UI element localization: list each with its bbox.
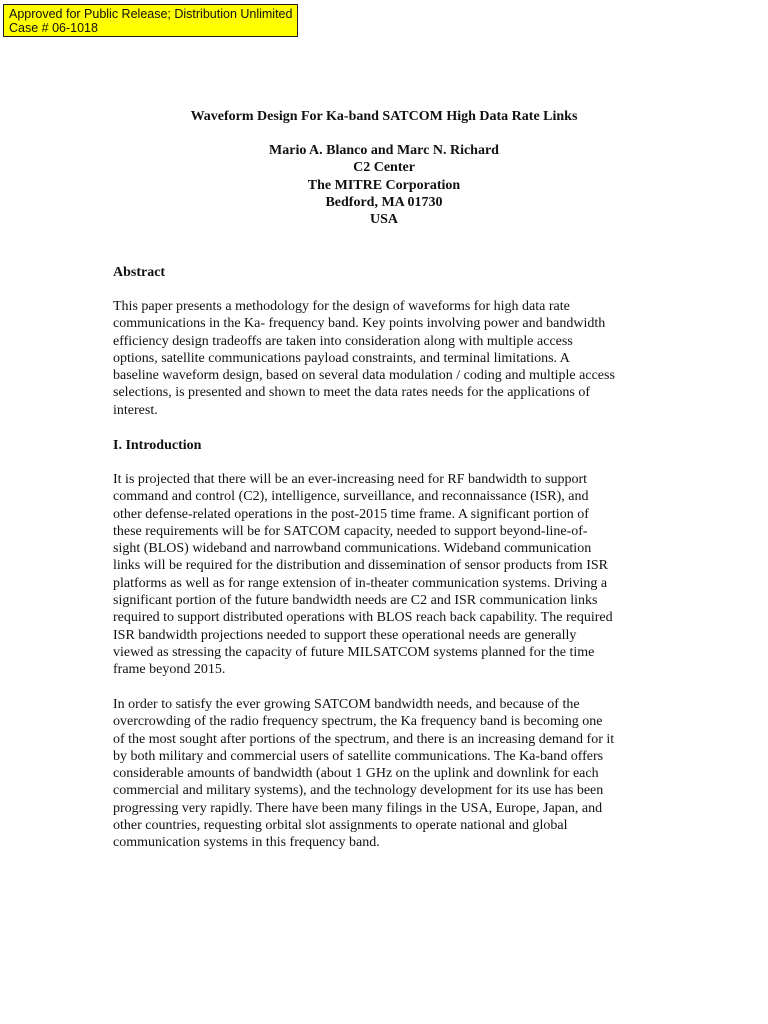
author-names: Mario A. Blanco and Marc N. Richard: [269, 143, 499, 158]
author-city: Bedford, MA 01730: [325, 194, 443, 210]
case-number: Case # 06-1018: [9, 21, 98, 35]
text-line: This paper presents a methodology for the design of waveforms for high data rate: [113, 299, 570, 314]
author-block: [0, 142, 768, 228]
text-line: commercial and military systems), and the technology development for its use has been: [113, 783, 604, 799]
text-line: sight (BLOS) wideband and narrowband communications. Wideband communication: [113, 541, 592, 557]
author-department: C2 Center: [353, 160, 415, 176]
text-line: links will be required for the distribution and dissemination of sensor products from ISR: [113, 558, 608, 574]
text-line: interest.: [113, 402, 158, 418]
text-line: viewed as stressing the capacity of future MILSATCOM systems planned for the time: [113, 644, 595, 660]
text-line: of the most sought after portions of the spectrum, and there is an increasing demand for it: [113, 731, 615, 747]
text-line: baseline waveform design, based on several data modulation / coding and multiple access: [113, 368, 615, 384]
text-line: considerable amounts of bandwidth (about 1 GHz on the uplink and downlink for each: [113, 766, 599, 782]
text-line: ISR bandwidth projections needed to support these operational needs are generally: [113, 627, 577, 643]
introduction-paragraph-2: [113, 696, 673, 852]
text-line: significant portion of the future bandwidth needs are C2 and ISR communication links: [113, 593, 598, 609]
abstract-paragraph: [113, 298, 673, 419]
text-line: options, satellite communications payload constraints, and terminal limitations. A: [113, 350, 570, 366]
text-line: other defense-related operations in the post-2015 time frame. A significant portion of: [113, 506, 589, 522]
text-line: other countries, requesting orbital slot assignments to operate national and global: [113, 818, 568, 834]
release-notice-line: Approved for Public Release; Distribution Unlimited: [9, 7, 293, 21]
text-line: frame beyond 2015.: [113, 662, 226, 678]
release-notice-box: [3, 4, 298, 37]
text-line: these requirements will be for SATCOM capacity, needed to support beyond-line-of-: [113, 523, 588, 539]
introduction-paragraph-1: [113, 471, 673, 679]
text-line: communication systems in this frequency band.: [113, 835, 380, 851]
text-line: efficiency design tradeoffs are taken into consideration along with multiple access: [113, 333, 573, 349]
abstract-heading: Abstract: [113, 265, 166, 280]
text-line: platforms as well as for range extension of in-theater communication systems. Driving a: [113, 575, 608, 591]
text-line: overcrowding of the radio frequency spectrum, the Ka frequency band is becoming one: [113, 714, 603, 730]
text-line: It is projected that there will be an ever-increasing need for RF bandwidth to support: [113, 472, 588, 487]
text-line: communications in the Ka- frequency band. Key points involving power and bandwidth: [113, 316, 606, 332]
text-line: progressing very rapidly. There have been many filings in the USA, Europe, Japan, and: [113, 800, 603, 816]
introduction-heading: I. Introduction: [113, 438, 202, 453]
paper-title: Waveform Design For Ka-band SATCOM High Data Rate Links: [190, 109, 578, 124]
text-line: required to support distributed operations with BLOS reach back capability. The required: [113, 610, 613, 626]
text-line: command and control (C2), intelligence, surveillance, and reconnaissance (ISR), and: [113, 489, 589, 505]
author-organization: The MITRE Corporation: [307, 177, 461, 193]
text-line: by both military and commercial users of satellite communications. The Ka-band offers: [113, 748, 604, 764]
text-line: selections, is presented and shown to meet the data rates needs for the applications of: [113, 385, 591, 401]
text-line: In order to satisfy the ever growing SATCOM bandwidth needs, and because of the: [113, 697, 580, 712]
author-country: USA: [369, 212, 398, 228]
